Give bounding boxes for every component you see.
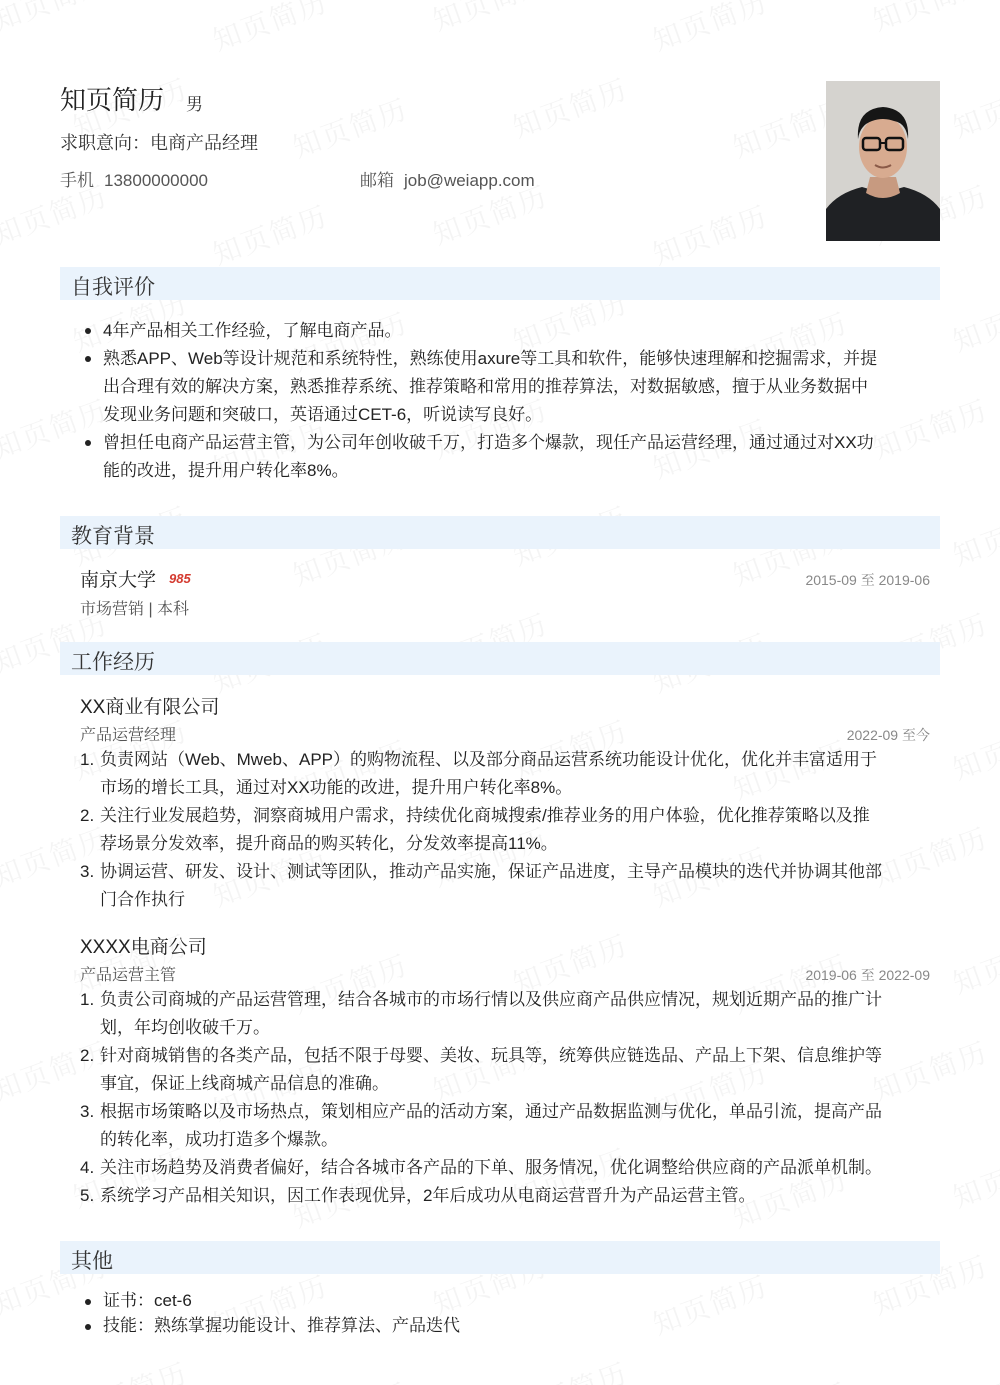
portrait-graphic xyxy=(826,81,940,241)
list-item: 4. 关注市场趋势及消费者偏好，结合各城市各产品的下单、服务情况，优化调整给供应商的产品派单机制。 xyxy=(80,1158,882,1177)
list-item: 曾担任电商产品运营主管，为公司年创收破千万，打造多个爆款，现任产品运营经理，通过通过对XX功 能的改进，提升用户转化率8%。 xyxy=(80,429,925,485)
phone-contact xyxy=(60,166,208,191)
other-list xyxy=(80,1288,925,1338)
job-duties-list xyxy=(80,746,930,914)
education-major: 市场营销 | 本科 xyxy=(80,601,190,618)
list-item: 1. 负责公司商城的产品运营管理，结合各城市的市场行情以及供应商产品供应情况，规划近期产品的推广计 划，年均创收破千万。 xyxy=(80,990,882,1037)
list-item: 证书：cet-6 xyxy=(80,1288,925,1313)
job-role: 产品运营主管 xyxy=(80,967,177,984)
list-item: 2. 关注行业发展趋势，洞察商城用户需求，持续优化商城搜索/推荐业务的用户体验，优化推荐策略以及推 荐场景分发效率，提升商品的购买转化，分发效率提高11%。 xyxy=(80,806,870,853)
candidate-name: 知页简历 xyxy=(60,85,165,115)
section-education xyxy=(60,516,940,549)
list-item: 5. 系统学习产品相关知识，因工作表现优异，2年后成功从电商运营晋升为产品运营主管。 xyxy=(80,1186,756,1205)
section-self-eval xyxy=(60,267,940,300)
email-contact xyxy=(360,166,535,191)
school-badge: 985 xyxy=(169,571,191,586)
school-name: 南京大学 xyxy=(80,570,157,591)
section-other xyxy=(60,1241,940,1274)
job-duties-list xyxy=(80,986,930,1210)
job-role: 产品运营经理 xyxy=(80,727,177,744)
list-item: 4年产品相关工作经验，了解电商产品。 xyxy=(80,317,925,345)
list-item: 2. 针对商城销售的各类产品，包括不限于母婴、美妆、玩具等，统筹供应链选品、产品上下架、信息维护等 事宜，保证上线商城产品信息的准确。 xyxy=(80,1046,882,1093)
job-date: 2022-09 至今 xyxy=(846,727,930,743)
section-work xyxy=(60,642,940,675)
list-item: 熟悉APP、Web等设计规范和系统特性，熟练使用axure等工具和软件，能够快速理解和挖掘需求，并提 出合理有效的解决方案，熟悉推荐系统、推荐策略和常用的推荐算法，对数据敏感，擅于从业务数据中 发现业务问题和突破口，英语通过CET-6，听说读写良好。 xyxy=(80,345,925,429)
candidate-gender: 男 xyxy=(186,95,203,114)
list-item: 3. 根据市场策略以及市场热点，策划相应产品的活动方案，通过产品数据监测与优化，单品引流，提高产品 的转化率，成功打造多个爆款。 xyxy=(80,1102,882,1149)
job-date: 2019-06 至 2022-09 xyxy=(805,967,930,983)
self-eval-list xyxy=(80,317,925,485)
profile-photo xyxy=(826,81,940,241)
section-title: 教育背景 xyxy=(71,525,155,548)
email-address: job@weiapp.com xyxy=(404,171,535,190)
job-intent: 求职意向：电商产品经理 xyxy=(60,133,258,153)
company-name: XXXX电商公司 xyxy=(80,937,207,958)
education-date: 2015-09 至 2019-06 xyxy=(805,572,930,588)
section-title: 工作经历 xyxy=(71,651,155,674)
list-item: 3. 协调运营、研发、设计、测试等团队，推动产品实施，保证产品进度，主导产品模块的迭代并协调其他部 门合作执行 xyxy=(80,862,882,909)
email-label: 邮箱 xyxy=(360,171,394,190)
list-item: 技能：熟练掌握功能设计、推荐算法、产品迭代 xyxy=(80,1313,925,1338)
company-name: XX商业有限公司 xyxy=(80,697,220,718)
section-title: 自我评价 xyxy=(71,276,155,299)
phone-label: 手机 xyxy=(60,171,94,190)
phone-number: 13800000000 xyxy=(104,171,209,190)
section-title: 其他 xyxy=(71,1250,113,1273)
list-item: 1. 负责网站（Web、Mweb、APP）的购物流程、以及部分商品运营系统功能设计优化，优化并丰富适用于 市场的增长工具，通过对XX功能的改进，提升用户转化率8%。 xyxy=(80,750,878,797)
